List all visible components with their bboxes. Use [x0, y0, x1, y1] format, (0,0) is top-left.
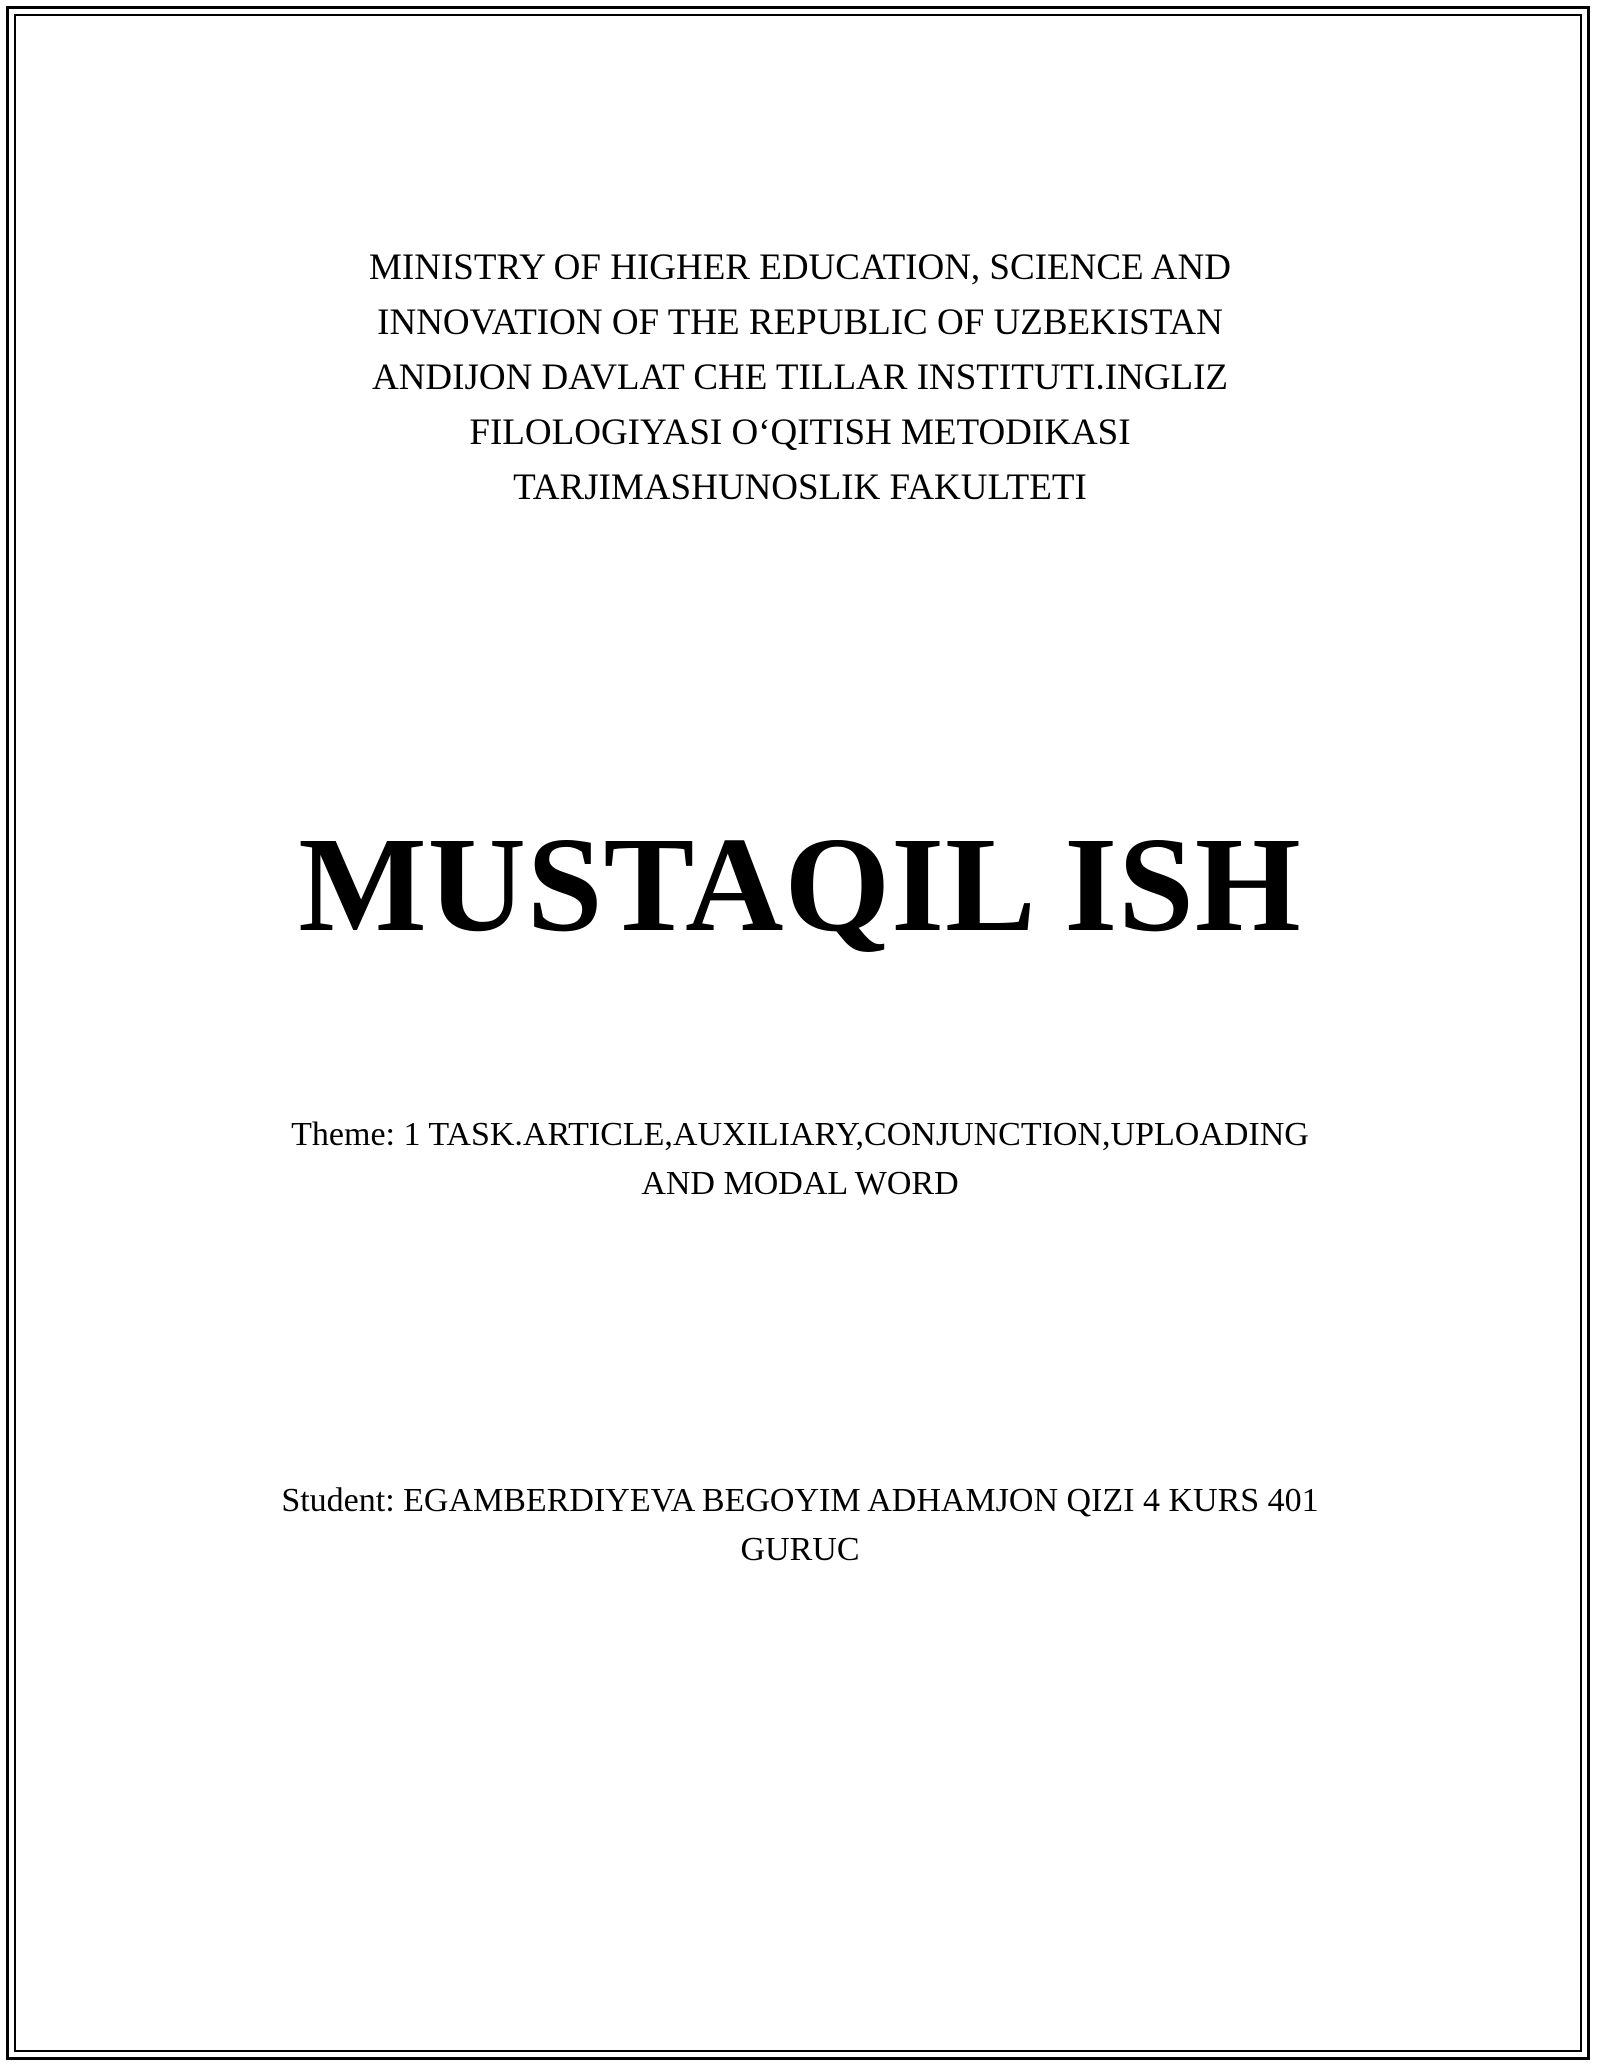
- institution-line-1: MINISTRY OF HIGHER EDUCATION, SCIENCE AND: [369, 247, 1231, 288]
- institution-line-2: INNOVATION OF THE REPUBLIC OF UZBEKISTAN: [377, 302, 1223, 343]
- student-line-1: Student: EGAMBERDIYEVA BEGOYIM ADHAMJON QIZI 4 KURS 401: [281, 1482, 1319, 1519]
- institution-line-4: FILOLOGIYASI O‘QITISH METODIKASI: [469, 412, 1131, 453]
- institution-line-3: ANDIJON DAVLAT CHE TILLAR INSTITUTI.INGLIZ: [371, 357, 1229, 398]
- institution-header: [0, 240, 1600, 515]
- theme-line-1: Theme: 1 TASK.ARTICLE,AUXILIARY,CONJUNCTION,UPLOADING: [291, 1116, 1309, 1153]
- document-title: MUSTAQIL ISH: [298, 810, 1302, 960]
- theme-line-2: AND MODAL WORD: [641, 1165, 959, 1202]
- student-line-2: GURUC: [740, 1531, 860, 1568]
- theme-block: [0, 1110, 1600, 1208]
- institution-line-5: TARJIMASHUNOSLIK FAKULTETI: [513, 467, 1087, 508]
- student-block: [0, 1476, 1600, 1574]
